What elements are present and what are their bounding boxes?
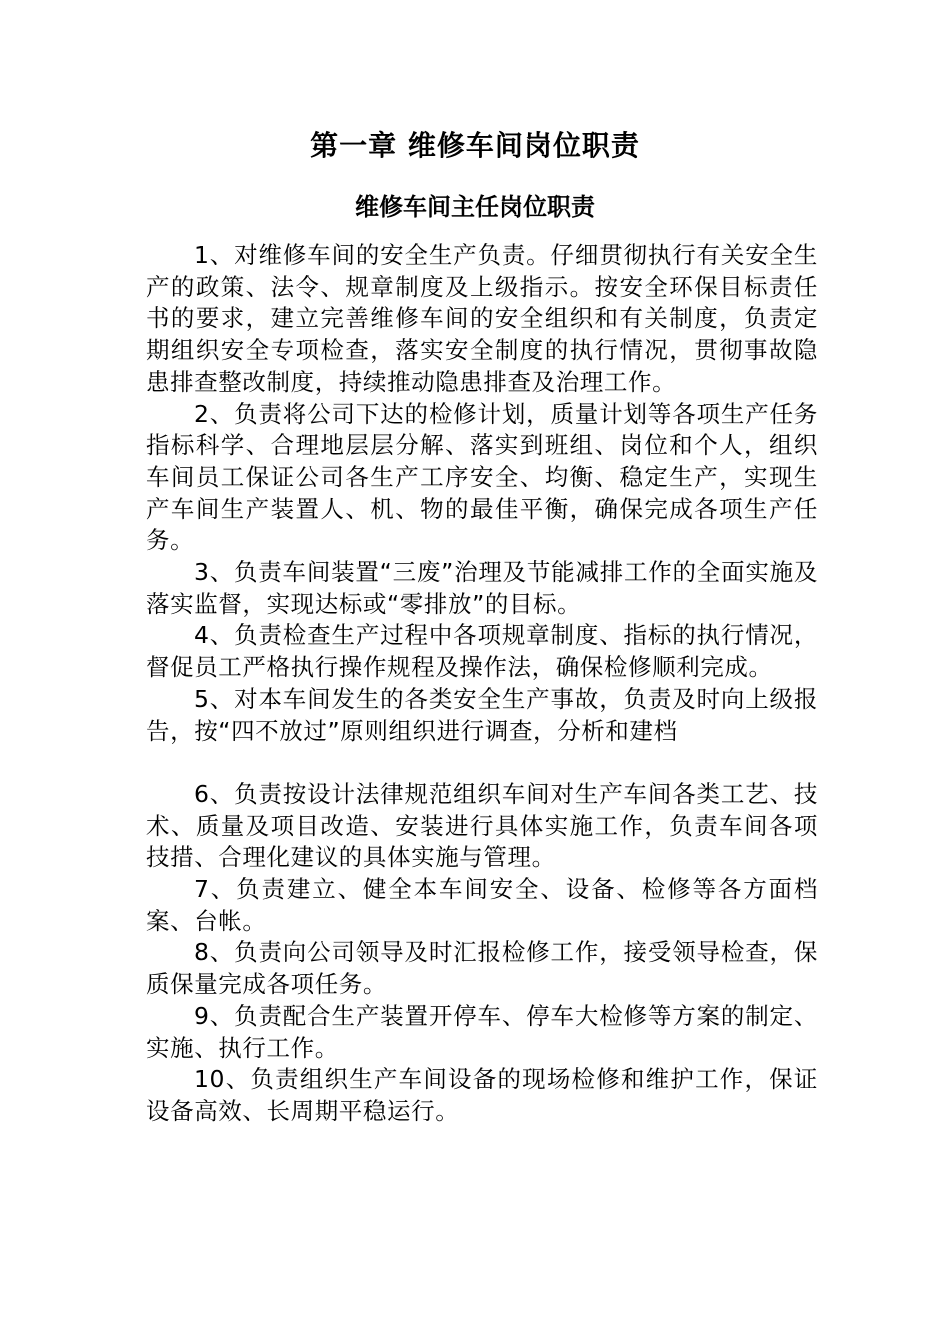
paragraph-6: 6、负责按设计法律规范组织车间对生产车间各类工艺、技术、质量及项目改造、安装进行具体实施工作，负责车间各项技措、合理化建议的具体实施与管理。	[146, 779, 818, 872]
chapter-title: 第一章 维修车间岗位职责	[310, 129, 640, 162]
paragraph-9: 9、负责配合生产装置开停车、停车大检修等方案的制定、实施、执行工作。	[146, 1001, 818, 1062]
paragraph-7: 7、负责建立、健全本车间安全、设备、检修等各方面档案、台帐。	[146, 875, 818, 935]
paragraph-2: 2、负责将公司下达的检修计划，质量计划等各项生产任务指标科学、合理地层层分解、落实到班组、岗位和个人，组织车间员工保证公司各生产工序安全、均衡、稳定生产，实现生产车间生产装置人、机、物的最佳平衡，确保完成各项生产任务。	[146, 399, 818, 555]
document-body	[146, 240, 818, 1128]
paragraph-gap	[146, 747, 818, 779]
paragraph-5: 5、对本车间发生的各类安全生产事故，负责及时向上级报告，按“四不放过”原则组织进行调查，分析和建档	[146, 684, 818, 745]
paragraph-4: 4、负责检查生产过程中各项规章制度、指标的执行情况，督促员工严格执行操作规程及操作法，确保检修顺利完成。	[146, 621, 818, 682]
section-title: 维修车间主任岗位职责	[355, 193, 595, 221]
paragraph-10: 10、负责组织生产车间设备的现场检修和维护工作，保证设备高效、长周期平稳运行。	[146, 1065, 818, 1125]
paragraph-3: 3、负责车间装置“三废”治理及节能减排工作的全面实施及落实监督，实现达标或“零排放”的目标。	[146, 558, 818, 618]
paragraph-8: 8、负责向公司领导及时汇报检修工作，接受领导检查，保质保量完成各项任务。	[146, 938, 818, 999]
paragraph-1: 1、对维修车间的安全生产负责。仔细贯彻执行有关安全生产的政策、法令、规章制度及上级指示。按安全环保目标责任书的要求，建立完善维修车间的安全组织和有关制度，负责定期组织安全专项检查，落实安全制度的执行情况，贯彻事故隐患排查整改制度，持续推动隐患排查及治理工作。	[146, 241, 818, 396]
